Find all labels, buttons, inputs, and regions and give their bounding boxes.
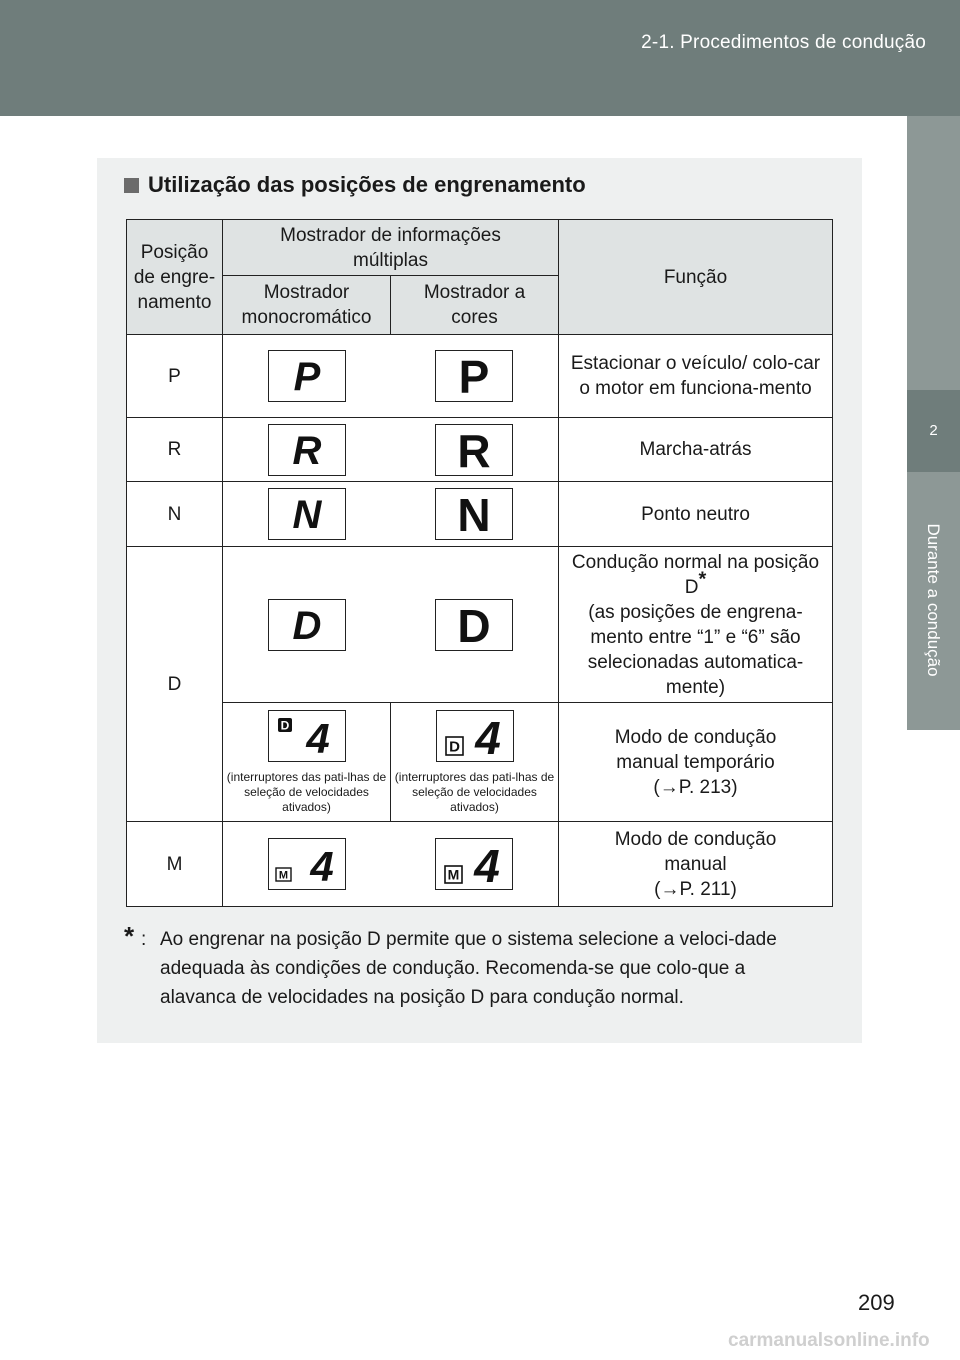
color-caption: (interruptores das pati-lhas de seleção de velocidades ativados) bbox=[394, 769, 555, 814]
function-main: Modo de condução manual temporário bbox=[614, 726, 777, 773]
gear-position: N bbox=[127, 482, 223, 547]
header-mono: Mostrador monocromático bbox=[223, 276, 391, 335]
mono-glyph: R bbox=[292, 428, 322, 473]
square-bullet-icon bbox=[124, 178, 139, 193]
mono-display-p bbox=[268, 350, 346, 402]
color-display-n bbox=[435, 488, 513, 540]
gear-function bbox=[559, 703, 833, 822]
gear-position: P bbox=[127, 335, 223, 418]
mono-badge: D bbox=[280, 718, 289, 732]
footnote-colon: : bbox=[141, 929, 147, 950]
header-color: Mostrador a cores bbox=[391, 276, 559, 335]
section-title: 2-1. Procedimentos de condução bbox=[641, 32, 926, 53]
table-row bbox=[127, 418, 833, 482]
side-tab-upper bbox=[907, 116, 960, 390]
mono-glyph: 4 bbox=[305, 714, 330, 759]
mono-badge: M bbox=[278, 869, 288, 882]
chapter-label: Durante a condução bbox=[924, 523, 943, 677]
color-display-d4 bbox=[436, 710, 514, 762]
mono-glyph: D bbox=[292, 603, 322, 648]
mono-display-d bbox=[268, 599, 346, 651]
header-position: Posição de engre-namento bbox=[127, 220, 223, 335]
function-ref: (→P. 211) bbox=[654, 878, 737, 900]
table-row bbox=[127, 547, 833, 703]
color-display-p bbox=[435, 350, 513, 402]
header-display-group: Mostrador de informações múltiplas bbox=[223, 220, 559, 276]
section-heading bbox=[124, 172, 586, 198]
table-row bbox=[127, 703, 833, 822]
mono-glyph: 4 bbox=[310, 843, 334, 887]
gear-function: Ponto neutro bbox=[559, 482, 833, 547]
color-glyph: N bbox=[457, 491, 491, 537]
gear-function bbox=[559, 822, 833, 907]
color-display-r bbox=[435, 424, 513, 476]
page-number: 209 bbox=[858, 1290, 895, 1315]
table-row bbox=[127, 822, 833, 907]
footnote-marker: * bbox=[698, 568, 707, 591]
color-display-m4 bbox=[435, 838, 513, 890]
watermark: carmanualsonline.info bbox=[728, 1330, 930, 1351]
footnote bbox=[124, 921, 824, 1012]
color-glyph: 4 bbox=[474, 841, 501, 887]
color-badge: D bbox=[448, 738, 460, 755]
color-glyph: P bbox=[458, 353, 490, 399]
gear-function: Marcha-atrás bbox=[559, 418, 833, 482]
color-badge: M bbox=[447, 866, 460, 883]
color-glyph: 4 bbox=[474, 712, 501, 759]
mono-glyph: N bbox=[292, 493, 322, 537]
heading-text: Utilização das posições de engrenamento bbox=[148, 172, 586, 197]
mono-glyph: P bbox=[293, 355, 321, 399]
gear-position: M bbox=[127, 822, 223, 907]
mono-display-n bbox=[268, 488, 346, 540]
color-display-d bbox=[435, 599, 513, 651]
mono-display-r bbox=[268, 424, 346, 476]
color-glyph: D bbox=[457, 601, 491, 648]
header-function: Função bbox=[559, 220, 833, 335]
function-main: Modo de condução manual bbox=[614, 828, 777, 875]
table-row bbox=[127, 482, 833, 547]
gear-function bbox=[559, 547, 833, 703]
mono-caption: (interruptores das pati-lhas de seleção de velocidades ativados) bbox=[226, 769, 387, 814]
color-glyph: R bbox=[457, 426, 491, 473]
function-main: Condução normal na posição D* bbox=[571, 551, 820, 598]
chapter-number: 2 bbox=[907, 390, 960, 472]
gear-function: Estacionar o veículo/ colo-car o motor em funciona-mento bbox=[559, 335, 833, 418]
gear-position-table bbox=[126, 219, 833, 907]
table-row bbox=[127, 335, 833, 418]
gear-position: R bbox=[127, 418, 223, 482]
header-bar bbox=[0, 0, 960, 116]
function-ref: (→P. 213) bbox=[653, 776, 738, 798]
footnote-star: * bbox=[124, 921, 135, 951]
mono-display-d4 bbox=[268, 710, 346, 762]
footnote-text: Ao engrenar na posição D permite que o sistema selecione a veloci-dade adequada às condições de condução. Recomenda-se que colo-que a alavanca de velocidades na posição D para condução normal. bbox=[160, 929, 777, 1008]
mono-display-m4 bbox=[268, 838, 346, 890]
gear-position: D bbox=[127, 547, 223, 822]
function-detail: (as posições de engrena-mento entre “1” e “6” são selecionadas automatica-mente) bbox=[587, 601, 804, 698]
